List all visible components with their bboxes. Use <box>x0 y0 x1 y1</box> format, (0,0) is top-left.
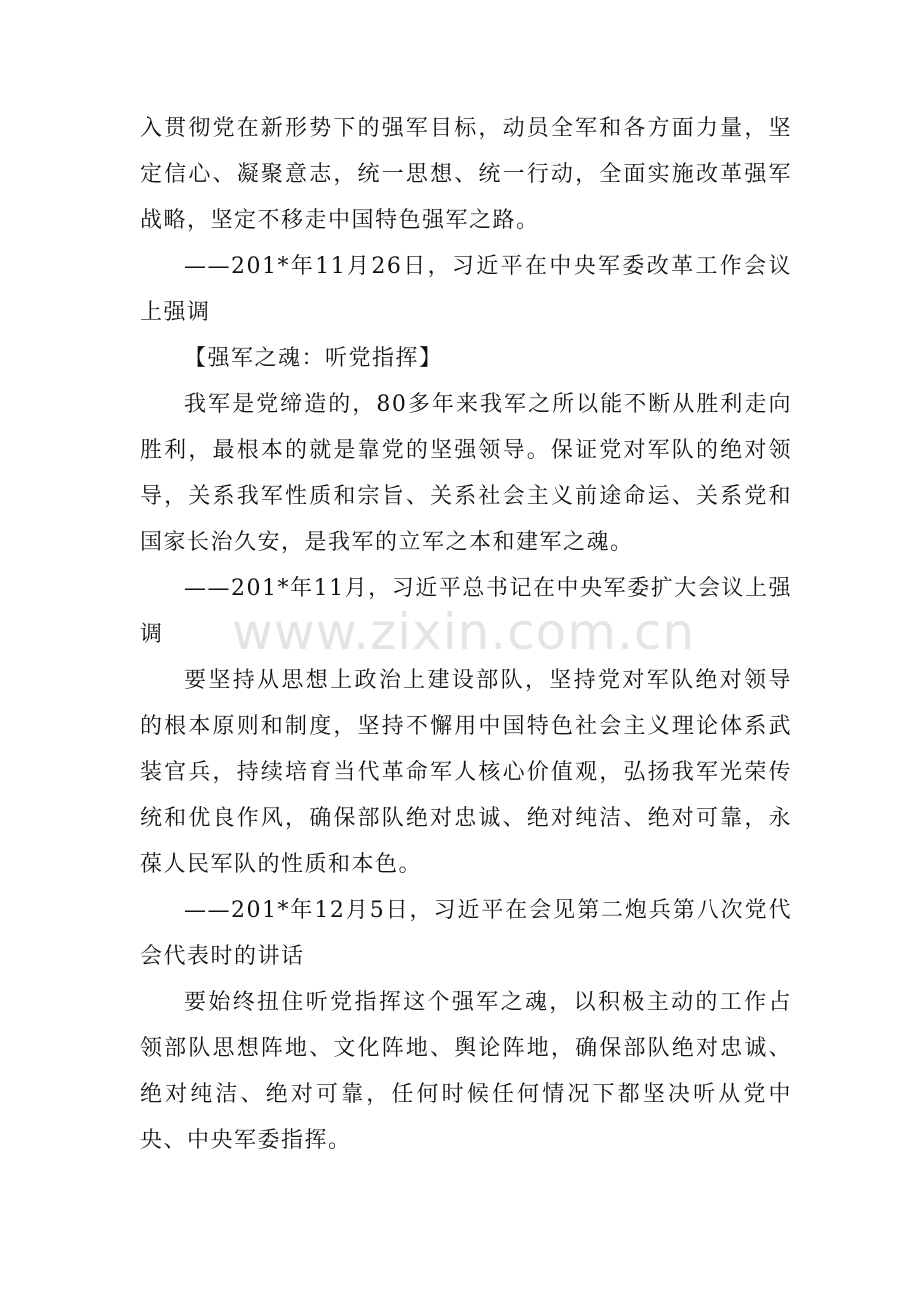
quote-attribution: ——201*年11月，习近平总书记在中央军委扩大会议上强调 <box>140 576 792 647</box>
section-heading: 【强军之魂：听党指挥】 <box>184 346 443 371</box>
quote-attribution: ——201*年11月26日，习近平在中央军委改革工作会议上强调 <box>140 254 792 325</box>
paragraph: 要坚持从思想上政治上建设部队，坚持党对军队绝对领导的根本原则和制度，坚持不懈用中国特色社会主义理论体系武装官兵，持续培育当代革命军人核心价值观，弘扬我军光荣传统和优良作风，确保部队绝对忠诚、绝对纯洁、绝对可靠，永葆人民军队的性质和本色。 <box>140 668 792 877</box>
paragraph: 要始终扭住听党指挥这个强军之魂，以积极主动的工作占领部队思想阵地、文化阵地、舆论阵地，确保部队绝对忠诚、绝对纯洁、绝对可靠，任何时候任何情况下都坚决听从党中央、中央军委指挥。 <box>140 990 792 1153</box>
paragraph: 我军是党缔造的，80多年来我军之所以能不断从胜利走向胜利，最根本的就是靠党的坚强领导。保证党对军队的绝对领导，关系我军性质和宗旨、关系社会主义前途命运、关系党和国家长治久安，是我军的立军之本和建军之魂。 <box>140 392 792 555</box>
watermark: www.zixin.com.cn <box>232 603 696 661</box>
document-body <box>140 106 792 1164</box>
paragraph-continued: 入贯彻党在新形势下的强军目标，动员全军和各方面力量，坚定信心、凝聚意志，统一思想、统一行动，全面实施改革强军战略，坚定不移走中国特色强军之路。 <box>140 116 792 233</box>
quote-attribution: ——201*年12月5日，习近平在会见第二炮兵第八次党代会代表时的讲话 <box>140 898 792 969</box>
